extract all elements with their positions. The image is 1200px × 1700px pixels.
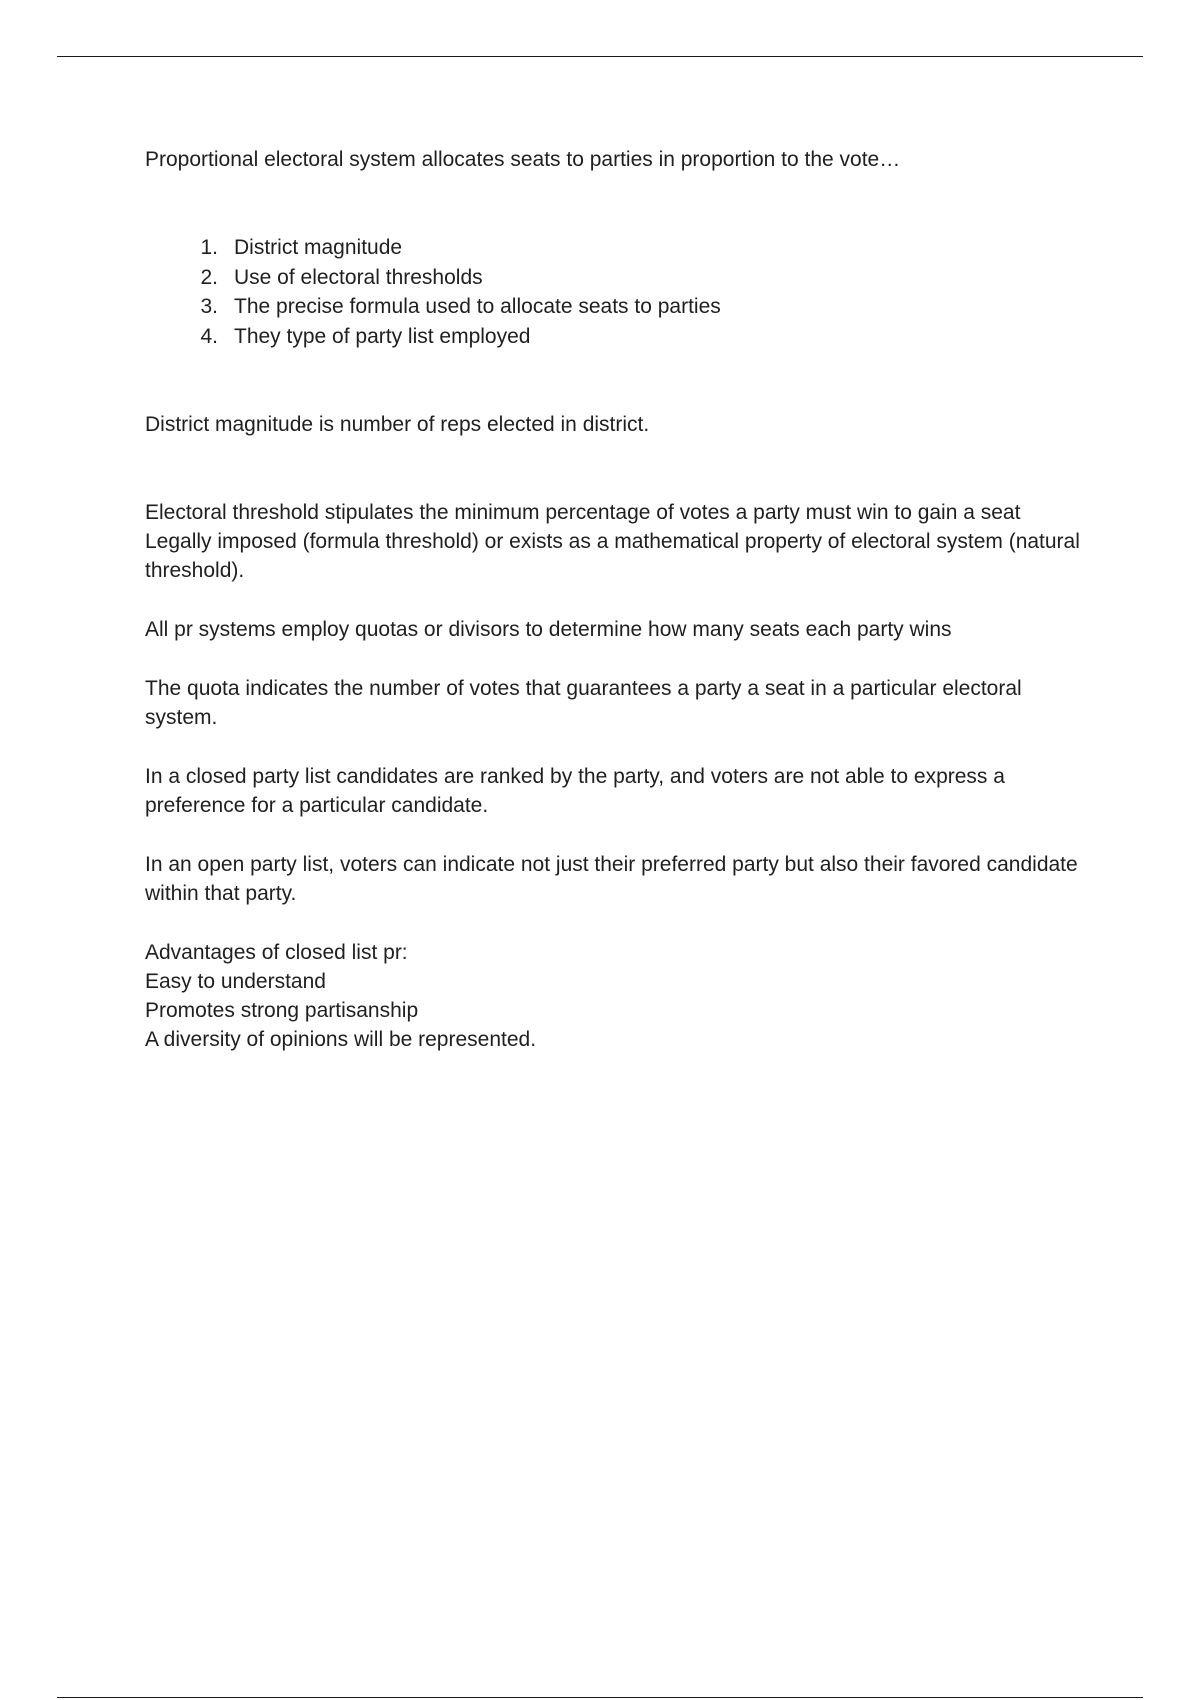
intro-paragraph: Proportional electoral system allocates seats to parties in proportion to the vote… <box>145 148 901 171</box>
list-item-number: 3. <box>200 295 218 318</box>
list-item-text: They type of party list employed <box>234 324 531 348</box>
advantage-item: Easy to understand <box>145 970 326 993</box>
advantages-block <box>145 938 1085 1054</box>
advantage-item: Promotes strong partisanship <box>145 999 419 1022</box>
document-body <box>145 145 1085 1054</box>
factor-list <box>145 233 1085 351</box>
list-item-number: 2. <box>200 265 218 289</box>
list-item-text: District magnitude <box>234 236 403 259</box>
closed-list-paragraph: In a closed party list candidates are ranked by the party, and voters are not able to express a preference for a particular candidate. <box>145 765 1005 817</box>
quotas-divisors-paragraph: All pr systems employ quotas or divisors to determine how many seats each party wins <box>145 618 952 641</box>
list-item-text: Use of electoral thresholds <box>234 265 483 289</box>
advantage-item: A diversity of opinions will be represented. <box>145 1028 537 1051</box>
list-item <box>145 233 1085 263</box>
quota-definition-paragraph: The quota indicates the number of votes that guarantees a party a seat in a particular electoral system. <box>145 677 1022 729</box>
list-item <box>145 292 1085 322</box>
list-item <box>145 263 1085 293</box>
list-item-number: 4. <box>200 324 218 348</box>
footer-rule <box>57 1697 1143 1698</box>
open-list-paragraph: In an open party list, voters can indicate not just their preferred party but also their favored candidate within that party. <box>145 853 1078 905</box>
threshold-paragraph: Electoral threshold stipulates the minimum percentage of votes a party must win to gain a seat Legally imposed (formula threshold) or exists as a mathematical property of electoral system (natural threshold). <box>145 501 1080 582</box>
list-item <box>145 322 1085 352</box>
list-item-number: 1. <box>200 236 218 259</box>
advantages-heading: Advantages of closed list pr: <box>145 941 408 964</box>
district-magnitude-paragraph: District magnitude is number of reps elected in district. <box>145 413 650 436</box>
list-item-text: The precise formula used to allocate seats to parties <box>234 295 721 318</box>
header-rule <box>57 56 1143 57</box>
